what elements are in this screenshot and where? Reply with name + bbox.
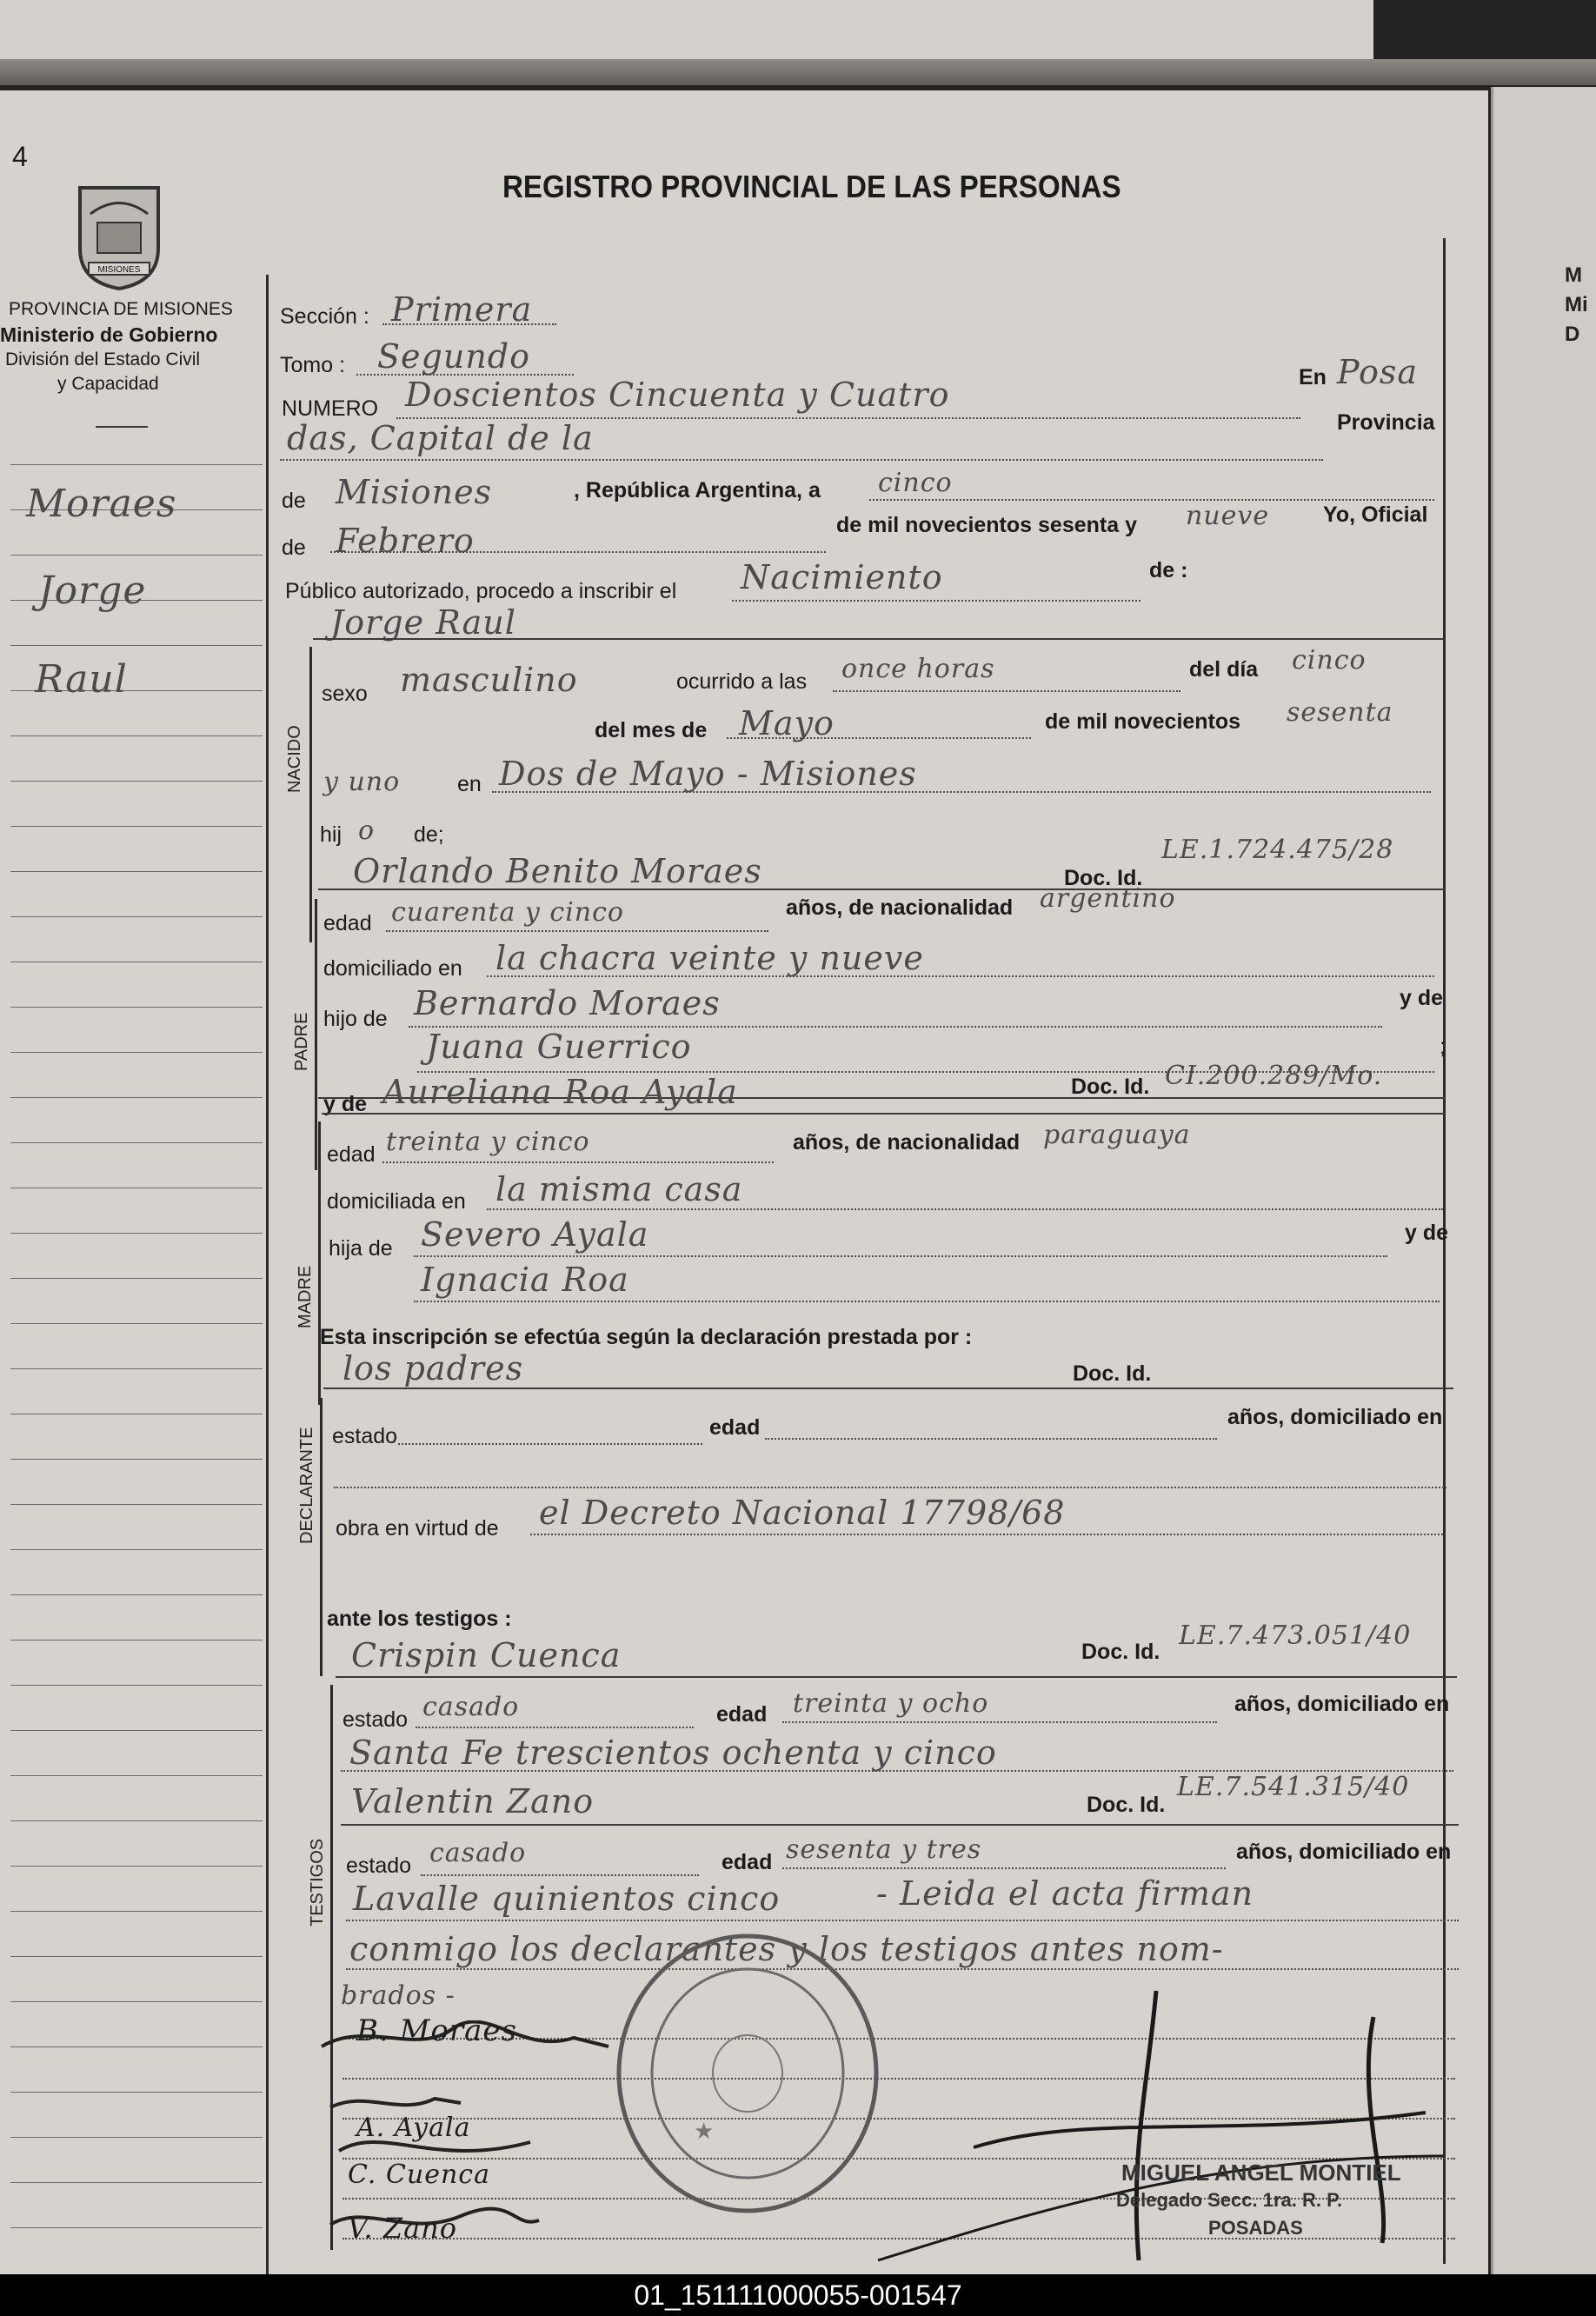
margin-rule <box>10 1820 263 1821</box>
seccion-value: Primera <box>391 290 533 329</box>
margin-rule <box>10 1278 263 1279</box>
numero-value: Doscientos Cincuenta y Cuatro <box>405 376 950 414</box>
testigo1-domicilio: Santa Fe trescientos ochenta y cinco <box>349 1734 997 1772</box>
acta-texto-1: - Leida el acta firman <box>876 1874 1254 1913</box>
svg-text:★: ★ <box>694 2119 715 2144</box>
padre-nacionalidad: argentino <box>1040 883 1176 914</box>
side-label-testigos: TESTIGOS <box>308 1838 327 1927</box>
margin-rule <box>10 1911 263 1912</box>
margin-surname: Moraes <box>26 482 177 526</box>
place-continued: das, Capital de la <box>287 419 594 457</box>
signature-3: C. Cuenca <box>348 2160 490 2190</box>
margin-rule <box>10 1594 263 1595</box>
official-signature <box>869 1982 1460 2269</box>
testigo1-nombre: Crispin Cuenca <box>351 1636 622 1674</box>
next-page-text: M Mi D <box>1565 263 1588 346</box>
obra-value: el Decreto Nacional 17798/68 <box>539 1494 1066 1532</box>
scan-footer-id: 01_151111000055-001547 <box>0 2274 1596 2316</box>
signature-2: A. Ayala <box>356 2113 471 2143</box>
margin-rule <box>10 1368 263 1369</box>
lugar-value: Dos de Mayo - Misiones <box>499 755 917 793</box>
provincia-value: Misiones <box>336 473 493 511</box>
margin-rule <box>10 2046 263 2047</box>
provincial-seal-icon <box>71 179 167 292</box>
nacido-nombre: Jorge Raul <box>330 603 516 642</box>
declarante-nombre: los padres <box>342 1349 524 1388</box>
signature-4: V. Zano <box>348 2212 458 2245</box>
margin-rule <box>10 2227 263 2228</box>
margin-second-name: Raul <box>35 657 128 702</box>
side-label-padre: PADRE <box>292 1012 311 1071</box>
svg-text:MISIONES: MISIONES <box>97 265 141 275</box>
issuer-capacity: y Capacidad <box>57 374 159 394</box>
issuer-division: División del Estado Civil <box>5 349 201 369</box>
stamp-role: Delegado Secc. 1ra. R. P. <box>1116 2189 1343 2211</box>
margin-first-name: Jorge <box>38 569 147 613</box>
anio-cont-value: y uno <box>323 767 401 797</box>
signature-1: B. Moraes <box>356 2013 517 2048</box>
stamp-city: POSADAS <box>1208 2217 1303 2239</box>
margin-rule <box>10 1775 263 1776</box>
margin-rule <box>10 735 263 736</box>
madre-nacionalidad: paraguaya <box>1043 1120 1191 1150</box>
issuer-province: PROVINCIA DE MISIONES <box>9 299 233 319</box>
testigo1-edad: treinta y ocho <box>793 1688 989 1719</box>
madre-nombre: Aureliana Roa Ayala <box>382 1073 738 1111</box>
margin-rule <box>10 1459 263 1460</box>
document-title: REGISTRO PROVINCIAL DE LAS PERSONAS <box>502 169 1121 204</box>
margin-rule <box>10 1142 263 1143</box>
testigo2-domicilio: Lavalle quinientos cinco <box>353 1880 781 1918</box>
madre-madre: Ignacia Roa <box>421 1261 629 1299</box>
padre-edad: cuarenta y cinco <box>391 897 624 928</box>
main-right-border <box>1443 238 1446 2264</box>
margin-rule <box>10 1323 263 1324</box>
acta-texto-3: brados - <box>341 1980 456 2011</box>
testigo2-doc: LE.7.541.315/40 <box>1177 1772 1410 1802</box>
testigo2-edad: sesenta y tres <box>786 1834 982 1865</box>
sexo-value: masculino <box>400 661 578 699</box>
page-corner-number: 4 <box>12 141 28 172</box>
margin-rule <box>10 1866 263 1867</box>
padre-doc: LE.1.724.475/28 <box>1161 835 1394 865</box>
side-label-declarante: DECLARANTE <box>297 1427 316 1544</box>
margin-rule <box>10 1007 263 1008</box>
margin-rule <box>10 1685 263 1686</box>
margin-rule <box>10 1233 263 1234</box>
madre-padre: Severo Ayala <box>421 1215 649 1254</box>
hora-value: once horas <box>841 654 995 684</box>
margin-rule <box>10 555 263 556</box>
side-label-madre: MADRE <box>296 1265 315 1328</box>
padre-domicilio: la chacra veinte y nueve <box>495 939 924 977</box>
margin-rule <box>10 464 263 465</box>
margin-rule <box>10 1097 263 1098</box>
hij-letter-value: o <box>358 815 376 846</box>
margin-rule <box>10 781 263 782</box>
margin-rule <box>10 916 263 917</box>
padre-nombre: Orlando Benito Moraes <box>353 852 762 890</box>
margin-rule <box>10 826 263 827</box>
testigo2-estado: casado <box>429 1838 527 1868</box>
stamp-name: MIGUEL ANGEL MONTIEL <box>1121 2160 1401 2186</box>
madre-doc: CI.200.289/Mo. <box>1165 1061 1383 1091</box>
declaracion-text: Esta inscripción se efectúa según la declaración prestada por : <box>320 1325 973 1349</box>
next-page-edge <box>1491 87 1596 2278</box>
testigo2-nombre: Valentin Zano <box>351 1782 595 1820</box>
padre-padre: Bernardo Moraes <box>414 984 721 1022</box>
margin-rule <box>10 871 263 872</box>
madre-domicilio: la misma casa <box>495 1170 743 1208</box>
registry-page: 4 MISIONES PROVINCIA DE MISIONES Ministerio de Gobierno División del Estado Civil y Capacidad REGISTRO PROVINCIAL DE LAS PERSONAS Moraes Jorge Raul Sección : Primera Tomo : Segundo NUMERO Doscientos Cincuenta y Cuatro En Posa das, Capital de la Provincia de Misiones , República Argentina, a cinco de Febrero de mil novecientos sesenta y nueve Yo, Oficial Público autorizado, procedo a inscribir el Nacimiento de : Jorge Raul NACIDO sexo masculino ocurrido a las once horas del día cinco del mes de Mayo de mil novecientos sesenta y uno en Dos de Mayo - Misiones hij o de; Orlando Benito Moraes Doc. Id. LE.1.724.475/28 PADRE edad cuarenta y cinco años, de nacionalidad argentino domiciliado en la chacra veinte y nueve hijo de Bernardo Moraes y de Juana Guerrico ; y de Aureliana Roa Ayala Doc. Id. CI.200.289/Mo. MADRE edad treinta y cinco años, de nacionalidad paraguaya domiciliada en la misma casa hija de Severo Ayala y de Ignacia Roa Esta inscripción se efectúa según la declaración prestada por : los padres Doc. Id. DECLARANTE estado edad años, domiciliado en obra en virtud de el Decreto Nacional 17798/68 ante los testigos : Crispin Cuenca Doc. Id. LE.7.473.051/40 TESTIGOS estado casado edad treinta y ocho años, domiciliado en Santa Fe trescientos ochenta y cinco Valentin Zano Doc. Id. LE.7.541.315/40 estado casado edad sesenta y tres años, domiciliado en Lavalle quinientos cinco - Leida el acta firman conmigo los declarantes y los testigos antes nom- brados - ★ B. Moraes A. Ayala C. Cuenca V. Zano MIGUEL ANGEL MONTIEL Delegado Secc. 1ra. R. P. POSADAS <box>0 90 1488 2274</box>
padre-madre: Juana Guerrico <box>426 1028 692 1066</box>
margin-rule <box>10 1549 263 1550</box>
anio-value: nueve <box>1186 501 1270 531</box>
margin-rule <box>10 1956 263 1957</box>
book-binding <box>0 59 1596 85</box>
madre-edad: treinta y cinco <box>386 1127 590 1157</box>
margin-rule <box>10 645 263 646</box>
margin-rule <box>10 2182 263 2183</box>
testigo1-estado: casado <box>422 1692 520 1722</box>
margin-rule <box>10 2137 263 2138</box>
tipo-acto-value: Nacimiento <box>741 558 943 596</box>
side-label-nacido: NACIDO <box>285 725 304 793</box>
mes-value: Febrero <box>336 522 475 560</box>
margin-rule <box>10 1730 263 1731</box>
del-dia-value: cinco <box>1292 645 1367 676</box>
main-left-border <box>266 275 269 2274</box>
acta-texto-2: conmigo los declarantes y los testigos antes nom- <box>349 1930 1224 1968</box>
issuer-ministry: Ministerio de Gobierno <box>0 323 218 346</box>
margin-rule <box>10 2092 263 2093</box>
tomo-value: Segundo <box>377 337 530 376</box>
margin-rule <box>10 2001 263 2002</box>
margin-rule <box>10 1052 263 1053</box>
mil-value: sesenta <box>1287 697 1393 728</box>
del-mes-value: Mayo <box>739 704 835 742</box>
en-place-value: Posa <box>1337 353 1419 391</box>
margin-rule <box>10 1504 263 1505</box>
dia-value: cinco <box>878 468 953 498</box>
testigo1-doc: LE.7.473.051/40 <box>1179 1621 1412 1651</box>
